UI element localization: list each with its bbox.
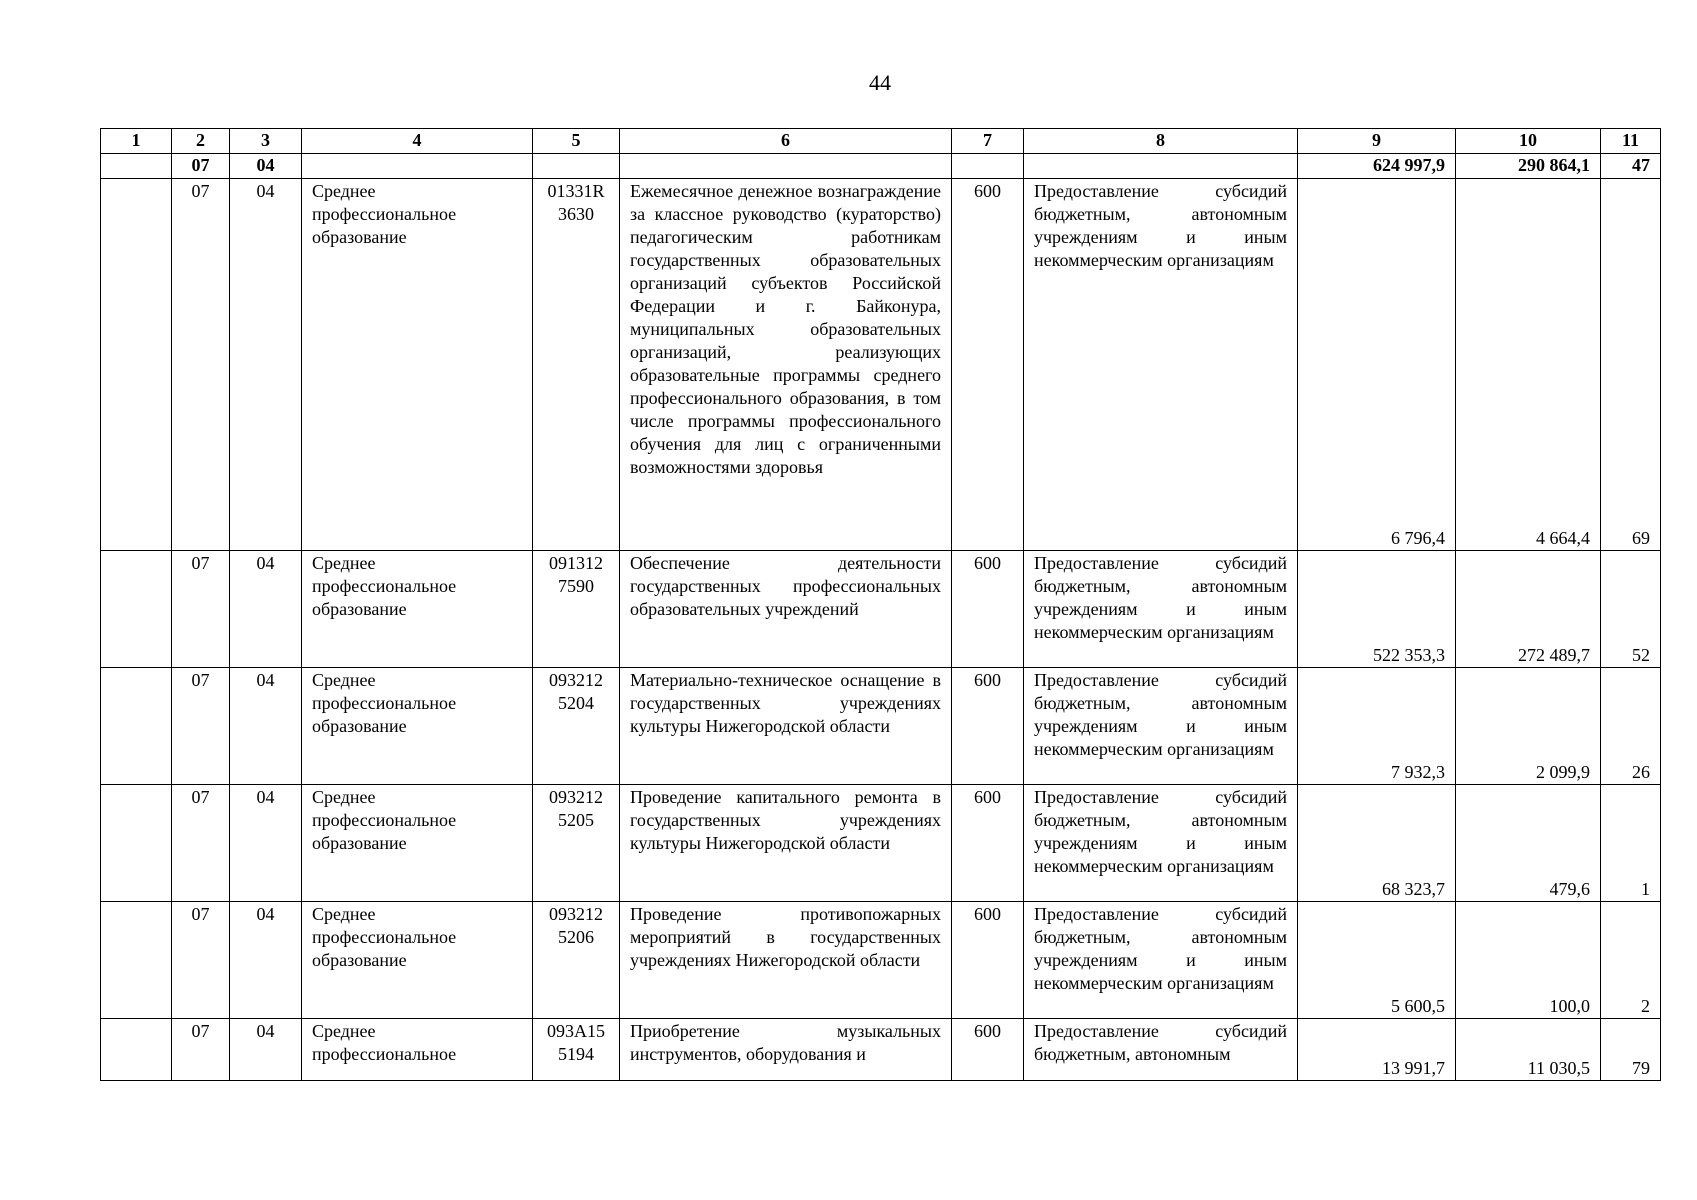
total-cell-11: 47	[1601, 154, 1661, 179]
row-cell-section: 07	[172, 902, 230, 1019]
column-header-7: 7	[952, 129, 1024, 154]
column-header-2: 2	[172, 129, 230, 154]
column-header-1: 1	[101, 129, 172, 154]
column-header-10: 10	[1456, 129, 1601, 154]
row-cell-11: 1	[1601, 785, 1661, 902]
row-cell-1	[101, 551, 172, 668]
row-cell-expense-type: 600	[952, 785, 1024, 902]
row-cell-description: Проведение капитального ремонта в государственных учреждениях культуры Нижегородской области	[620, 785, 952, 902]
table-row	[101, 1019, 1661, 1081]
row-cell-section-name: Среднее профессиональное образование	[302, 785, 533, 902]
row-cell-expense-name: Предоставление субсидий бюджетным, автономным учреждениям и иным некоммерческим организациям	[1024, 179, 1298, 551]
budget-table	[100, 128, 1661, 1081]
row-cell-expense-name: Предоставление субсидий бюджетным, автономным учреждениям и иным некоммерческим организациям	[1024, 668, 1298, 785]
row-cell-amount-9: 13 991,7	[1298, 1019, 1456, 1081]
row-cell-section: 07	[172, 1019, 230, 1081]
row-cell-section: 07	[172, 551, 230, 668]
row-cell-subsection: 04	[230, 551, 302, 668]
total-cell-4	[302, 154, 533, 179]
total-cell-amount-9: 624 997,9	[1298, 154, 1456, 179]
row-cell-target-code: 093212 5205	[533, 785, 620, 902]
column-header-9: 9	[1298, 129, 1456, 154]
row-cell-11: 52	[1601, 551, 1661, 668]
row-cell-subsection: 04	[230, 1019, 302, 1081]
column-header-6: 6	[620, 129, 952, 154]
total-cell-amount-10: 290 864,1	[1456, 154, 1601, 179]
row-cell-1	[101, 1019, 172, 1081]
column-header-8: 8	[1024, 129, 1298, 154]
row-cell-description: Ежемесячное денежное вознаграждение за классное руководство (кураторство) педагогическим работникам государственных образовательных организаций субъектов Российской Федерации и г. Байконура, муниципальных образовательных организаций, реализующих образовательные программы среднего профессионального образования, в том числе программы профессионального обучения для лиц с ограниченными возможностями здоровья	[620, 179, 952, 551]
row-cell-11: 2	[1601, 902, 1661, 1019]
total-cell-subsection: 04	[230, 154, 302, 179]
table-row	[101, 179, 1661, 551]
total-row	[101, 154, 1661, 179]
total-cell-1	[101, 154, 172, 179]
row-cell-amount-9: 68 323,7	[1298, 785, 1456, 902]
row-cell-target-code: 091312 7590	[533, 551, 620, 668]
row-cell-description: Приобретение музыкальных инструментов, оборудования и	[620, 1019, 952, 1081]
total-cell-8	[1024, 154, 1298, 179]
row-cell-1	[101, 902, 172, 1019]
row-cell-expense-name: Предоставление субсидий бюджетным, автономным учреждениям и иным некоммерческим организациям	[1024, 902, 1298, 1019]
row-cell-1	[101, 179, 172, 551]
row-cell-amount-10: 11 030,5	[1456, 1019, 1601, 1081]
row-cell-expense-type: 600	[952, 179, 1024, 551]
row-cell-expense-type: 600	[952, 902, 1024, 1019]
page-number: 44	[869, 70, 891, 95]
row-cell-amount-9: 7 932,3	[1298, 668, 1456, 785]
row-cell-target-code: 01331R 3630	[533, 179, 620, 551]
row-cell-target-code: 093212 5206	[533, 902, 620, 1019]
row-cell-amount-9: 6 796,4	[1298, 179, 1456, 551]
row-cell-11: 79	[1601, 1019, 1661, 1081]
row-cell-target-code: 093212 5204	[533, 668, 620, 785]
column-header-11: 11	[1601, 129, 1661, 154]
row-cell-section-name: Среднее профессиональное образование	[302, 902, 533, 1019]
table-row	[101, 902, 1661, 1019]
table-row	[101, 551, 1661, 668]
column-header-5: 5	[533, 129, 620, 154]
column-header-3: 3	[230, 129, 302, 154]
row-cell-section-name: Среднее профессиональное образование	[302, 668, 533, 785]
row-cell-subsection: 04	[230, 179, 302, 551]
row-cell-amount-10: 4 664,4	[1456, 179, 1601, 551]
row-cell-target-code: 093A15 5194	[533, 1019, 620, 1081]
row-cell-1	[101, 785, 172, 902]
row-cell-section-name: Среднее профессиональное образование	[302, 551, 533, 668]
row-cell-amount-10: 2 099,9	[1456, 668, 1601, 785]
row-cell-1	[101, 668, 172, 785]
column-header-4: 4	[302, 129, 533, 154]
total-cell-6	[620, 154, 952, 179]
row-cell-subsection: 04	[230, 902, 302, 1019]
row-cell-amount-10: 100,0	[1456, 902, 1601, 1019]
table-row	[101, 668, 1661, 785]
row-cell-11: 26	[1601, 668, 1661, 785]
row-cell-amount-10: 479,6	[1456, 785, 1601, 902]
row-cell-expense-name: Предоставление субсидий бюджетным, автономным	[1024, 1019, 1298, 1081]
row-cell-section: 07	[172, 785, 230, 902]
row-cell-amount-9: 522 353,3	[1298, 551, 1456, 668]
row-cell-11: 69	[1601, 179, 1661, 551]
row-cell-subsection: 04	[230, 785, 302, 902]
row-cell-description: Проведение противопожарных мероприятий в государственных учреждениях Нижегородской области	[620, 902, 952, 1019]
row-cell-description: Материально-техническое оснащение в государственных учреждениях культуры Нижегородской области	[620, 668, 952, 785]
row-cell-expense-type: 600	[952, 668, 1024, 785]
row-cell-expense-name: Предоставление субсидий бюджетным, автономным учреждениям и иным некоммерческим организациям	[1024, 785, 1298, 902]
row-cell-section: 07	[172, 668, 230, 785]
row-cell-amount-10: 272 489,7	[1456, 551, 1601, 668]
total-cell-section: 07	[172, 154, 230, 179]
header-row	[101, 129, 1661, 154]
row-cell-expense-type: 600	[952, 1019, 1024, 1081]
row-cell-amount-9: 5 600,5	[1298, 902, 1456, 1019]
row-cell-section-name: Среднее профессиональное образование	[302, 179, 533, 551]
row-cell-subsection: 04	[230, 668, 302, 785]
row-cell-expense-type: 600	[952, 551, 1024, 668]
row-cell-section-name: Среднее профессиональное	[302, 1019, 533, 1081]
row-cell-section: 07	[172, 179, 230, 551]
row-cell-description: Обеспечение деятельности государственных профессиональных образовательных учреждений	[620, 551, 952, 668]
total-cell-7	[952, 154, 1024, 179]
row-cell-expense-name: Предоставление субсидий бюджетным, автономным учреждениям и иным некоммерческим организациям	[1024, 551, 1298, 668]
total-cell-5	[533, 154, 620, 179]
table-row	[101, 785, 1661, 902]
